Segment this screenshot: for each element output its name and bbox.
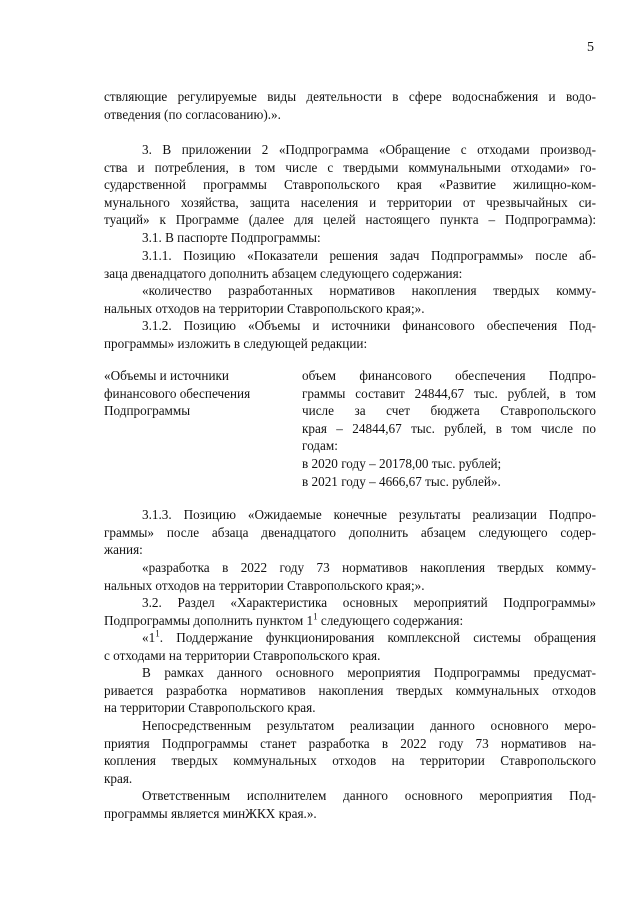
- line: ства и потребления, в том числе с твердыми коммунальными отходами» го-: [104, 159, 596, 175]
- line: заца двенадцатого дополнить абзацем следующего содержания:: [104, 265, 463, 281]
- line: программы» изложить в следующей редакции:: [104, 335, 368, 351]
- line: нальных отходов на территории Ставропольского края;».: [104, 577, 425, 593]
- line: Непосредственным результатом реализации данного основного меро-: [142, 718, 596, 733]
- quoted-section-paragraph-1: [104, 664, 596, 717]
- line: мунального хозяйства, защита населения и территории от чрезвычайных си-: [104, 194, 596, 210]
- line: на территории Ставропольского края.: [104, 700, 316, 716]
- line: в 2020 году – 20178,00 тыс. рублей;: [302, 455, 502, 471]
- line: 3.1.2. Позицию «Объемы и источники финансового обеспечения Под-: [142, 318, 596, 333]
- line: программы является минЖКХ края.».: [104, 805, 317, 821]
- line: «Объемы и источники: [104, 368, 229, 383]
- line: 3.1. В паспорте Подпрограммы:: [142, 230, 321, 245]
- table-cell-value: [302, 367, 596, 490]
- line: края – 24844,67 тыс. рублей, в том числе по: [302, 420, 596, 436]
- line: годам:: [302, 438, 338, 454]
- line: жания:: [104, 542, 143, 558]
- line: 3. В приложении 2 «Подпрограмма «Обращение с отходами производ-: [142, 142, 596, 157]
- line: числе за счет бюджета Ставропольского: [302, 403, 596, 419]
- line: «$1^1$. Поддержание функционирования комплексной системы обращения: [142, 628, 596, 645]
- table-cell-label: [104, 367, 284, 420]
- line: отведения (по согласованию).».: [104, 106, 281, 122]
- line: в 2021 году – 4666,67 тыс. рублей».: [302, 473, 501, 489]
- paragraph-item-3-1-2: [104, 317, 596, 352]
- quoted-addition-1: [104, 282, 596, 317]
- quoted-section-paragraph-3: [104, 787, 596, 822]
- line: 3.2. Раздел «Характеристика основных мероприятий Подпрограммы»: [142, 595, 596, 610]
- quoted-addition-2: [104, 559, 596, 594]
- line: ствляющие регулируемые виды деятельности в сфере водоснабжения и водо-: [104, 89, 596, 104]
- line: объем финансового обеспечения Подпро-: [302, 368, 596, 383]
- line: финансового обеспечения: [104, 385, 251, 401]
- line: «количество разработанных нормативов накопления твердых комму-: [142, 283, 596, 298]
- line: приятия Подпрограммы станет разработка в 2022 году 73 нормативов на-: [104, 735, 596, 751]
- line: ривается разработка нормативов накопления твердых коммунальных отходов: [104, 682, 596, 698]
- line: края.: [104, 770, 133, 786]
- line: 3.1.3. Позицию «Ожидаемые конечные результаты реализации Подпро-: [142, 507, 596, 522]
- line: В рамках данного основного мероприятия Подпрограммы предусмат-: [142, 665, 596, 680]
- paragraph-item-3-1-1: [104, 247, 596, 282]
- line: Ответственным исполнителем данного основного мероприятия Под-: [142, 788, 596, 803]
- paragraph-item-3: [104, 141, 596, 229]
- quoted-section-1-1: [104, 629, 596, 664]
- line: туаций» к Программе (далее для целей настоящего пункта – Подпрограмма):: [104, 212, 596, 228]
- line: сударственной программы Ставропольского края «Развитие жилищно-ком-: [104, 177, 596, 193]
- line: с отходами на территории Ставропольского края.: [104, 647, 381, 663]
- line: Подпрограммы дополнить пунктом $1^1$ следующего содержания:: [104, 611, 464, 628]
- page-number: 5: [587, 40, 594, 55]
- paragraph-item-3-2: [104, 594, 596, 629]
- paragraph-continuation: [104, 88, 596, 123]
- line: граммы» после абзаца двенадцатого дополнить абзацем следующего содер-: [104, 524, 596, 540]
- line: нальных отходов на территории Ставропольского края;».: [104, 300, 425, 316]
- line: «разработка в 2022 году 73 нормативов накопления твердых комму-: [142, 560, 596, 575]
- line: копления твердых коммунальных отходов на территории Ставропольского: [104, 753, 596, 769]
- quoted-section-paragraph-2: [104, 717, 596, 787]
- paragraph-item-3-1-3: [104, 506, 596, 559]
- line: граммы составит 24844,67 тыс. рублей, в том: [302, 385, 596, 401]
- paragraph-item-3-1: [104, 229, 596, 247]
- line: Подпрограммы: [104, 403, 191, 419]
- line: 3.1.1. Позицию «Показатели решения задач Подпрограммы» после аб-: [142, 248, 596, 263]
